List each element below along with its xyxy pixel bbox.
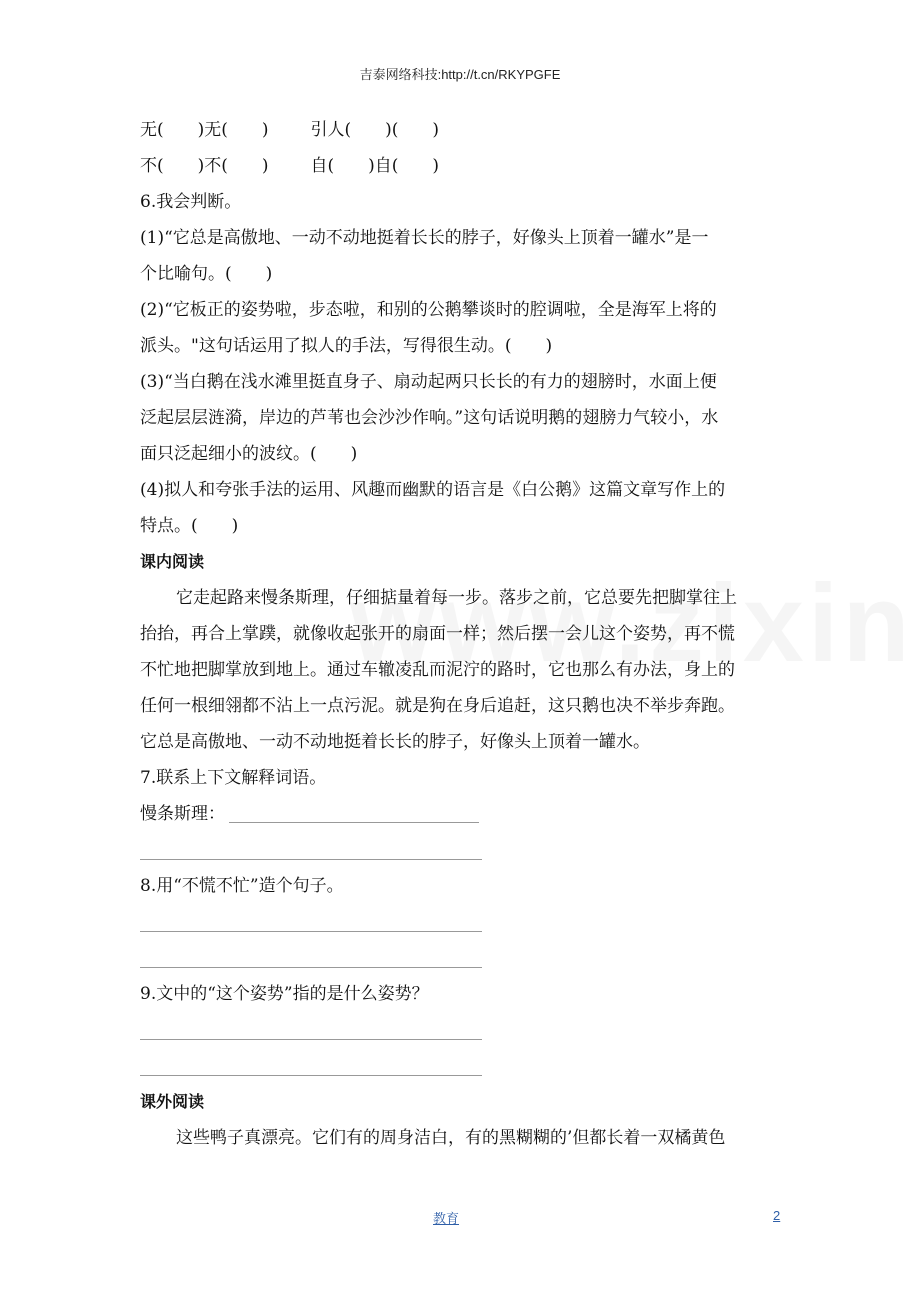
passage-line: 它走起路来慢条斯理，仔细掂量着每一步。落步之前，它总要先把脚掌往上	[176, 588, 737, 608]
question-6-line: 派头。"这句话运用了拟人的手法，写得很生动。( )	[140, 336, 553, 356]
answer-row	[140, 1012, 790, 1048]
fill-row-2	[140, 148, 790, 184]
question-8-title: 8.用“不慌不忙”造个句子。	[140, 876, 344, 896]
section-heading-extracurricular: 课外阅读	[140, 1092, 205, 1111]
question-6-title: 6.我会判断。	[140, 192, 242, 212]
answer-row	[140, 832, 790, 868]
passage-line: 它总是高傲地、一动不动地挺着长长的脖子，好像头上顶着一罐水。	[140, 732, 650, 752]
question-6-line: 个比喻句。( )	[140, 264, 273, 284]
question-6-line: 面只泛起细小的波纹。( )	[140, 444, 358, 464]
fill-item: 自( )自( )	[310, 156, 440, 176]
answer-row	[140, 940, 790, 976]
answer-line[interactable]	[140, 859, 482, 860]
passage-line: 抬抬，再合上掌蹼，就像收起张开的扇面一样；然后摆一会儿这个姿势，再不慌	[140, 624, 735, 644]
question-9-title: 9.文中的“这个姿势”指的是什么姿势？	[140, 984, 429, 1004]
question-7-answer-row	[140, 796, 790, 832]
answer-line[interactable]	[140, 931, 482, 932]
section-heading-in-class: 课内阅读	[140, 552, 205, 571]
question-6-line: 泛起层层涟漪，岸边的芦苇也会沙沙作响。”这句话说明鹅的翅膀力气较小，水	[140, 408, 719, 428]
passage-line: 任何一根细翎都不沾上一点污泥。就是狗在身后追赶，这只鹅也决不举步奔跑。	[140, 696, 735, 716]
document-body	[140, 112, 790, 1156]
answer-line[interactable]	[229, 822, 479, 823]
fill-item: 不( )不( )	[140, 156, 269, 176]
passage-line: 这些鸭子真漂亮。它们有的周身洁白，有的黑糊糊的’但都长着一双橘黄色	[176, 1128, 726, 1148]
answer-line[interactable]	[140, 967, 482, 968]
answer-line[interactable]	[140, 1075, 482, 1076]
answer-line[interactable]	[140, 1039, 482, 1040]
page-number[interactable]: 2	[773, 1208, 781, 1223]
fill-item: 引人( )( )	[310, 120, 440, 140]
fill-row-1	[140, 112, 790, 148]
footer-link[interactable]: 教育	[433, 1212, 460, 1227]
question-6-line: 特点。( )	[140, 516, 239, 536]
passage-line: 不忙地把脚掌放到地上。通过车辙凌乱而泥泞的路时，它也那么有办法，身上的	[140, 660, 735, 680]
question-6-line: (1)“它总是高傲地、一动不动地挺着长长的脖子，好像头上顶着一罐水”是一	[140, 228, 709, 248]
answer-row	[140, 1048, 790, 1084]
question-6-line: (3)“当白鹅在浅水滩里挺直身子、扇动起两只长长的有力的翅膀时，水面上便	[140, 372, 717, 392]
question-6-line: (2)“它板正的姿势啦，步态啦，和别的公鹅攀谈时的腔调啦，全是海军上将的	[140, 300, 717, 320]
fill-item: 无( )无( )	[140, 120, 269, 140]
question-7-title: 7.联系上下文解释词语。	[140, 768, 327, 788]
page-header: 吉泰网络科技:http://t.cn/RKYPGFE	[359, 67, 561, 82]
question-6-line: (4)拟人和夸张手法的运用、风趣而幽默的语言是《白公鹅》这篇文章写作上的	[140, 480, 726, 500]
answer-row	[140, 904, 790, 940]
question-7-label: 慢条斯理：	[140, 804, 225, 824]
